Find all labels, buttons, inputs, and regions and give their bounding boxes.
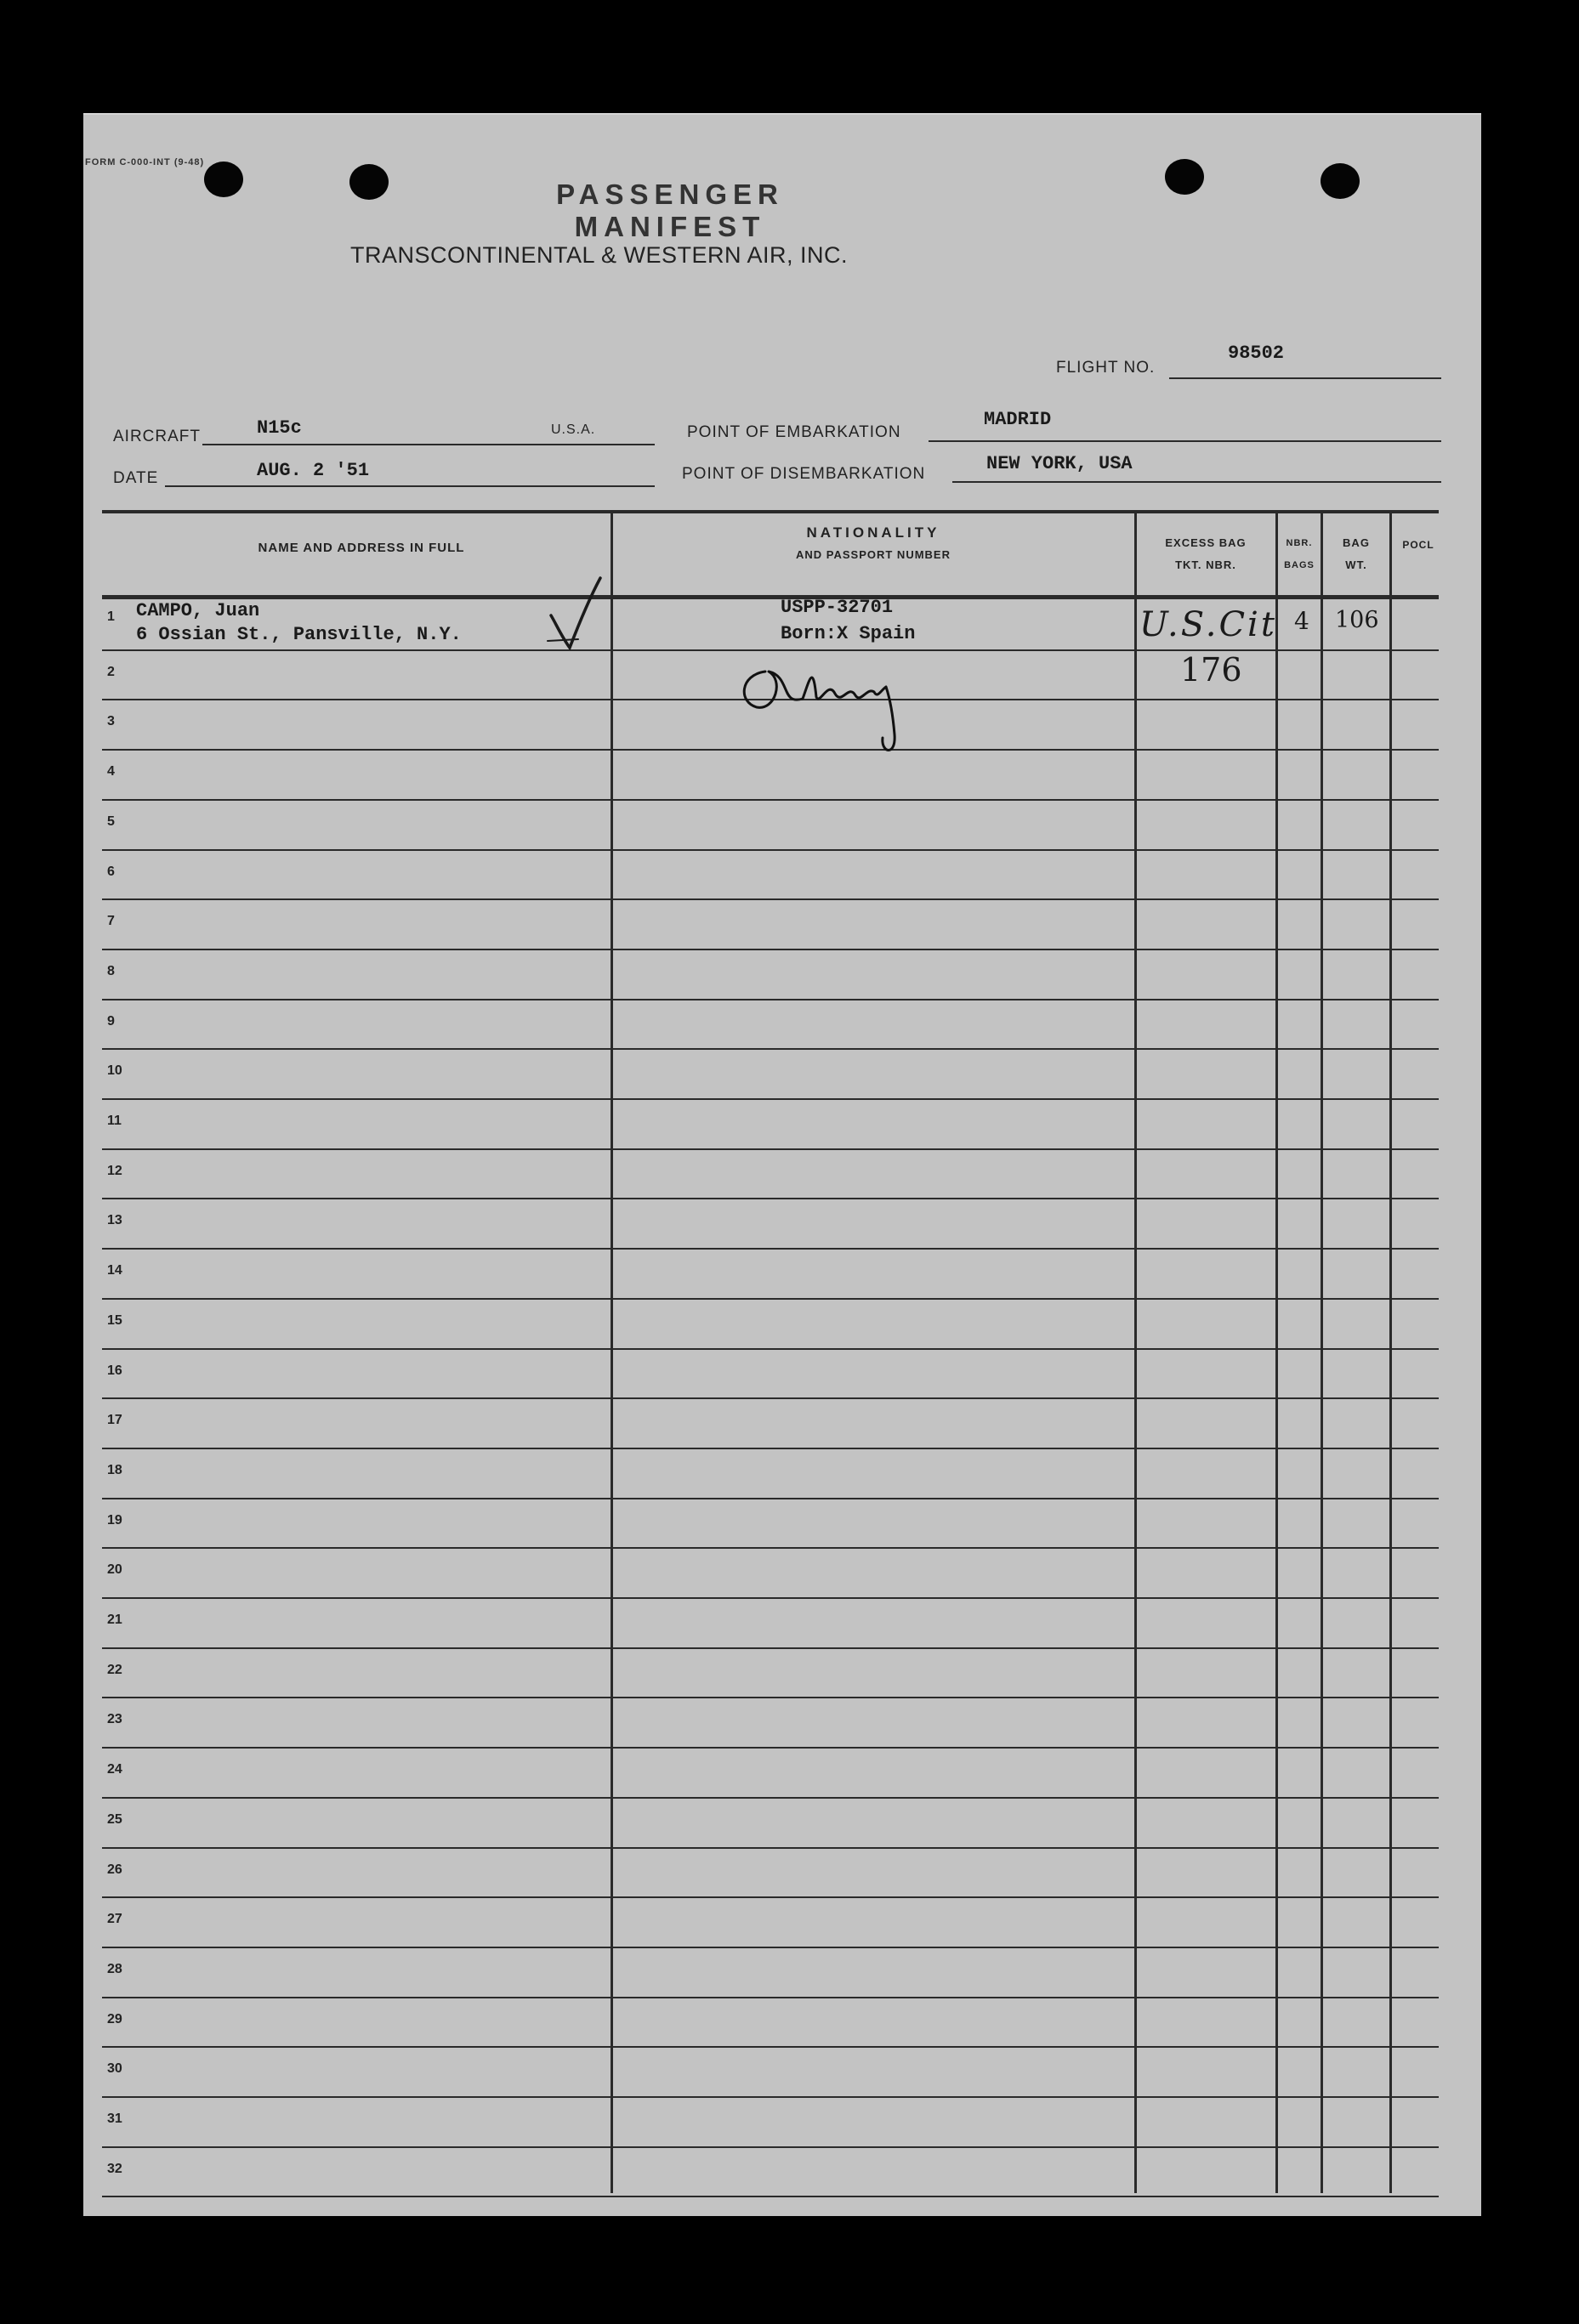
aircraft-country: U.S.A. (551, 422, 596, 437)
column-divider-weight (1389, 510, 1392, 2193)
flight-no-label: FLIGHT NO. (1056, 359, 1156, 377)
embarkation-value: MADRID (984, 409, 1052, 430)
header-excess-bag (1138, 532, 1274, 576)
row-rule (102, 1198, 1439, 1199)
row-rule (102, 1148, 1439, 1150)
header-weight-line1: BAG (1343, 536, 1370, 549)
row-number: 28 (107, 1961, 122, 1976)
embarkation-label: POINT OF EMBARKATION (687, 423, 901, 441)
row-number: 11 (107, 1114, 122, 1128)
document-title: PASSENGER MANIFEST (556, 179, 784, 242)
aircraft-underline (202, 444, 655, 445)
row-rule (102, 799, 1439, 801)
column-divider-excess (1275, 510, 1278, 2193)
row-number: 6 (107, 864, 115, 879)
row-rule (102, 1298, 1439, 1300)
row-number: 24 (107, 1762, 122, 1777)
aircraft-value: N15c (257, 417, 302, 439)
date-value: AUG. 2 '51 (257, 460, 370, 481)
row-number: 30 (107, 2061, 122, 2077)
row-number: 29 (107, 2011, 122, 2026)
row-rule (102, 1547, 1439, 1549)
row-number: 4 (107, 764, 115, 779)
row-number: 9 (107, 1013, 115, 1029)
aircraft-label: AIRCRAFT (113, 428, 201, 445)
row-rule (102, 1797, 1439, 1799)
date-label: DATE (113, 469, 159, 487)
row-number: 12 (107, 1163, 122, 1178)
row-rule (102, 1597, 1439, 1599)
bag-weight-value: 106 (1335, 607, 1379, 633)
row-rule (102, 2096, 1439, 2098)
column-divider-name (611, 510, 613, 2193)
row-rule (102, 1048, 1439, 1050)
airline-name: TRANSCONTINENTAL & WESTERN AIR, INC. (350, 242, 849, 268)
header-nbr-bags (1278, 532, 1321, 576)
header-nationality (614, 522, 1133, 566)
excess-ticket-number: 176 (1180, 651, 1242, 689)
form-number: FORM C-000-INT (9-48) (85, 157, 205, 167)
table-header-rule (102, 595, 1439, 599)
check-mark-icon (544, 571, 612, 656)
column-divider-bags (1321, 510, 1323, 2193)
column-divider-nationality (1134, 510, 1137, 2193)
header-excess-line1: EXCESS BAG (1165, 536, 1247, 549)
row-rule (102, 2146, 1439, 2148)
header-nationality-line1: NATIONALITY (806, 524, 940, 541)
row-rule (102, 1448, 1439, 1449)
row-rule (102, 849, 1439, 851)
row-rule (102, 999, 1439, 1000)
date-underline (165, 485, 655, 487)
embarkation-underline (929, 440, 1441, 442)
row-number: 13 (107, 1213, 122, 1228)
row-number: 2 (107, 664, 115, 679)
row-rule (102, 1498, 1439, 1499)
row-number: 26 (107, 1862, 122, 1877)
row-rule (102, 1348, 1439, 1350)
row-number: 27 (107, 1912, 122, 1927)
header-weight-line2: WT. (1345, 558, 1367, 571)
row-rule (102, 1647, 1439, 1649)
row-number: 22 (107, 1662, 122, 1677)
disembarkation-label: POINT OF DISEMBARKATION (682, 465, 926, 483)
birthplace: Born:X Spain (781, 623, 916, 644)
row-number: 16 (107, 1363, 122, 1378)
table-top-rule (102, 510, 1439, 513)
flight-no-underline (1169, 377, 1441, 379)
excess-note-handwritten: U.S.Cit (1139, 605, 1277, 644)
inspector-signature (731, 646, 935, 765)
punch-hole (349, 164, 389, 200)
bag-count: 4 (1294, 607, 1309, 635)
row-rule (102, 1747, 1439, 1749)
row-number: 10 (107, 1063, 122, 1079)
flight-no-value: 98502 (1228, 343, 1285, 364)
row-number: 1 (107, 609, 115, 624)
row-number: 15 (107, 1312, 122, 1328)
passport-number: USPP-32701 (781, 597, 894, 618)
row-rule (102, 2046, 1439, 2048)
row-rule (102, 1397, 1439, 1399)
row-number: 7 (107, 914, 115, 929)
row-rule (102, 1997, 1439, 1998)
header-excess-line2: TKT. NBR. (1175, 558, 1236, 571)
punch-hole (1165, 159, 1204, 195)
header-name-address: NAME AND ADDRESS IN FULL (258, 541, 465, 555)
row-number: 32 (107, 2161, 122, 2176)
disembarkation-underline (952, 481, 1441, 483)
header-nationality-line2: AND PASSPORT NUMBER (796, 548, 951, 561)
row-number: 23 (107, 1712, 122, 1727)
punch-hole (204, 162, 243, 197)
row-rule (102, 1896, 1439, 1898)
row-rule (102, 1847, 1439, 1849)
row-number: 5 (107, 813, 115, 829)
row-number: 31 (107, 2111, 122, 2126)
row-number: 14 (107, 1263, 122, 1278)
row-rule (102, 1248, 1439, 1250)
row-number: 8 (107, 963, 115, 978)
header-bags-line1: NBR. (1286, 538, 1313, 548)
row-rule (102, 898, 1439, 900)
row-rule (102, 2196, 1439, 2197)
row-number: 3 (107, 714, 115, 729)
punch-hole (1321, 163, 1360, 199)
header-pocl: POCL (1402, 539, 1434, 551)
row-number: 18 (107, 1462, 122, 1477)
header-bag-weight (1324, 532, 1389, 576)
row-number: 21 (107, 1613, 122, 1627)
row-number: 19 (107, 1512, 122, 1528)
disembarkation-value: NEW YORK, USA (986, 453, 1133, 474)
row-rule (102, 1098, 1439, 1100)
row-rule (102, 1947, 1439, 1948)
passenger-name: CAMPO, Juan (136, 600, 260, 621)
row-number: 20 (107, 1562, 122, 1578)
row-rule (102, 1697, 1439, 1698)
row-number: 25 (107, 1811, 122, 1827)
row-number: 17 (107, 1413, 122, 1428)
row-rule (102, 949, 1439, 950)
passenger-address: 6 Ossian St., Pansville, N.Y. (136, 624, 462, 645)
header-bags-line2: BAGS (1284, 560, 1315, 570)
